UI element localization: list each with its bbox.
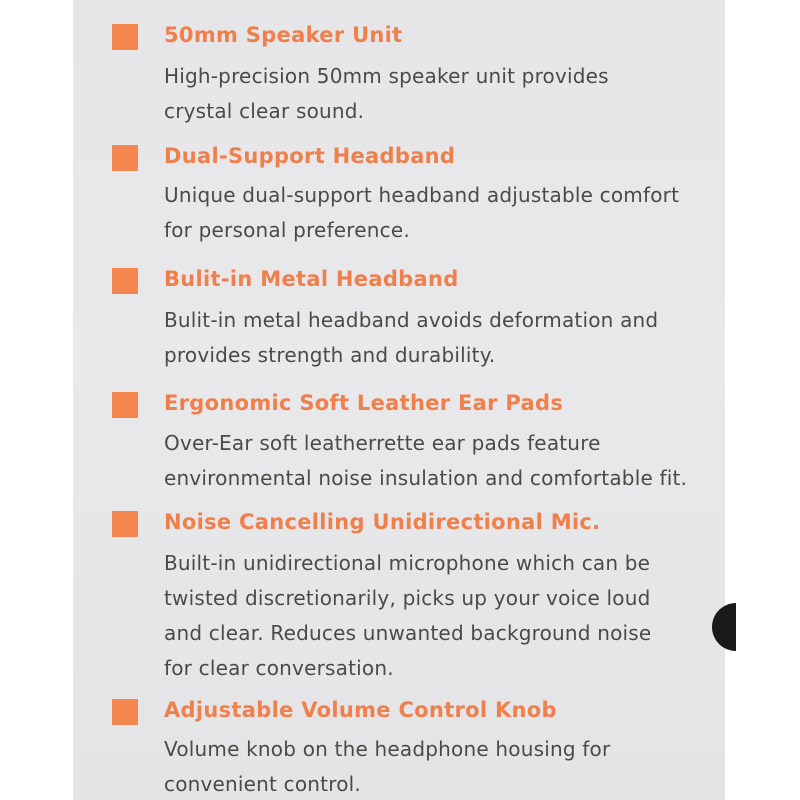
bullet-square-icon bbox=[112, 24, 138, 50]
description-line: Bulit-in metal headband avoids deformation and bbox=[164, 308, 659, 332]
description-line: environmental noise insulation and comfortable fit. bbox=[164, 466, 688, 490]
bullet-square-icon bbox=[112, 699, 138, 725]
description-line: for personal preference. bbox=[164, 218, 410, 242]
bullet-square-icon bbox=[112, 511, 138, 537]
description-line: crystal clear sound. bbox=[164, 99, 365, 123]
feature-title: Dual-Support Headband bbox=[164, 144, 456, 168]
description-line: Volume knob on the headphone housing for bbox=[164, 737, 611, 761]
description-line: convenient control. bbox=[164, 772, 361, 796]
feature-title: Ergonomic Soft Leather Ear Pads bbox=[164, 391, 564, 415]
description-line: twisted discretionarily, picks up your voice loud bbox=[164, 586, 651, 610]
description-line: High-precision 50mm speaker unit provides bbox=[164, 64, 609, 88]
feature-description bbox=[164, 426, 724, 496]
feature-title: Adjustable Volume Control Knob bbox=[164, 698, 557, 722]
description-line: for clear conversation. bbox=[164, 656, 394, 680]
bullet-square-icon bbox=[112, 392, 138, 418]
description-line: Built-in unidirectional microphone which can be bbox=[164, 551, 651, 575]
description-line: Over-Ear soft leatherrette ear pads feature bbox=[164, 431, 601, 455]
description-line: Unique dual-support headband adjustable comfort bbox=[164, 183, 680, 207]
feature-title: 50mm Speaker Unit bbox=[164, 23, 403, 47]
feature-title: Bulit-in Metal Headband bbox=[164, 267, 459, 291]
feature-description bbox=[164, 546, 724, 686]
bullet-square-icon bbox=[112, 145, 138, 171]
description-line: provides strength and durability. bbox=[164, 343, 496, 367]
feature-description bbox=[164, 732, 724, 800]
feature-description bbox=[164, 303, 724, 373]
description-line: and clear. Reduces unwanted background noise bbox=[164, 621, 652, 645]
feature-description bbox=[164, 59, 724, 129]
feature-description bbox=[164, 178, 724, 248]
feature-title: Noise Cancelling Unidirectional Mic. bbox=[164, 510, 601, 534]
bullet-square-icon bbox=[112, 268, 138, 294]
